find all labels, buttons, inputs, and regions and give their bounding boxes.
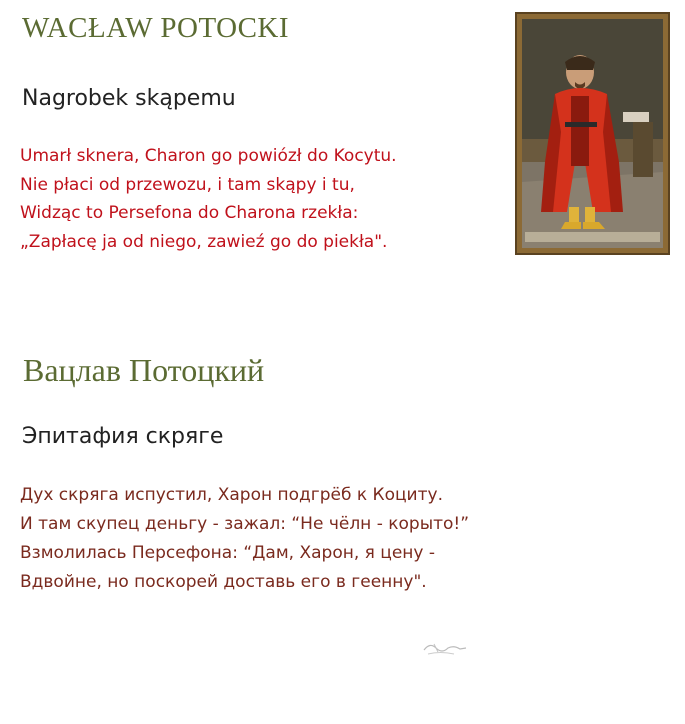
polish-poem-title: Nagrobek skąpemu [22,86,236,111]
poem-line: Umarł sknera, Charon go powiózł do Kocytu. [20,146,397,166]
russian-poem [20,481,469,597]
polish-poem [20,142,397,256]
poem-line: Взмолилась Персефона: “Дам, Харон, я цену - [20,543,436,563]
russian-poem-title: Эпитафия скряге [22,424,224,449]
nobleman-portrait-image [515,12,670,255]
poem-line: И там скупец деньгу - зажал: “Не чёлн - корыто!” [20,514,470,534]
poem-line: Nie płaci od przewozu, i tam skąpy i tu, [20,174,355,195]
polish-author-heading: WACŁAW POTOCKI [22,12,290,44]
russian-author-heading: Вацлав Потоцкий [23,352,265,388]
poem-line: „Zapłacę ja od niego, zawieź go do piekła". [20,231,388,252]
poem-line: Дух скряга испустил, Харон подгрёб к Коциту. [20,485,443,505]
signature-icon [420,636,470,660]
poem-line: Widząc to Persefona do Charona rzekła: [20,203,359,223]
poem-line: Вдвойне, но поскорей доставь его в геенну". [20,572,427,592]
